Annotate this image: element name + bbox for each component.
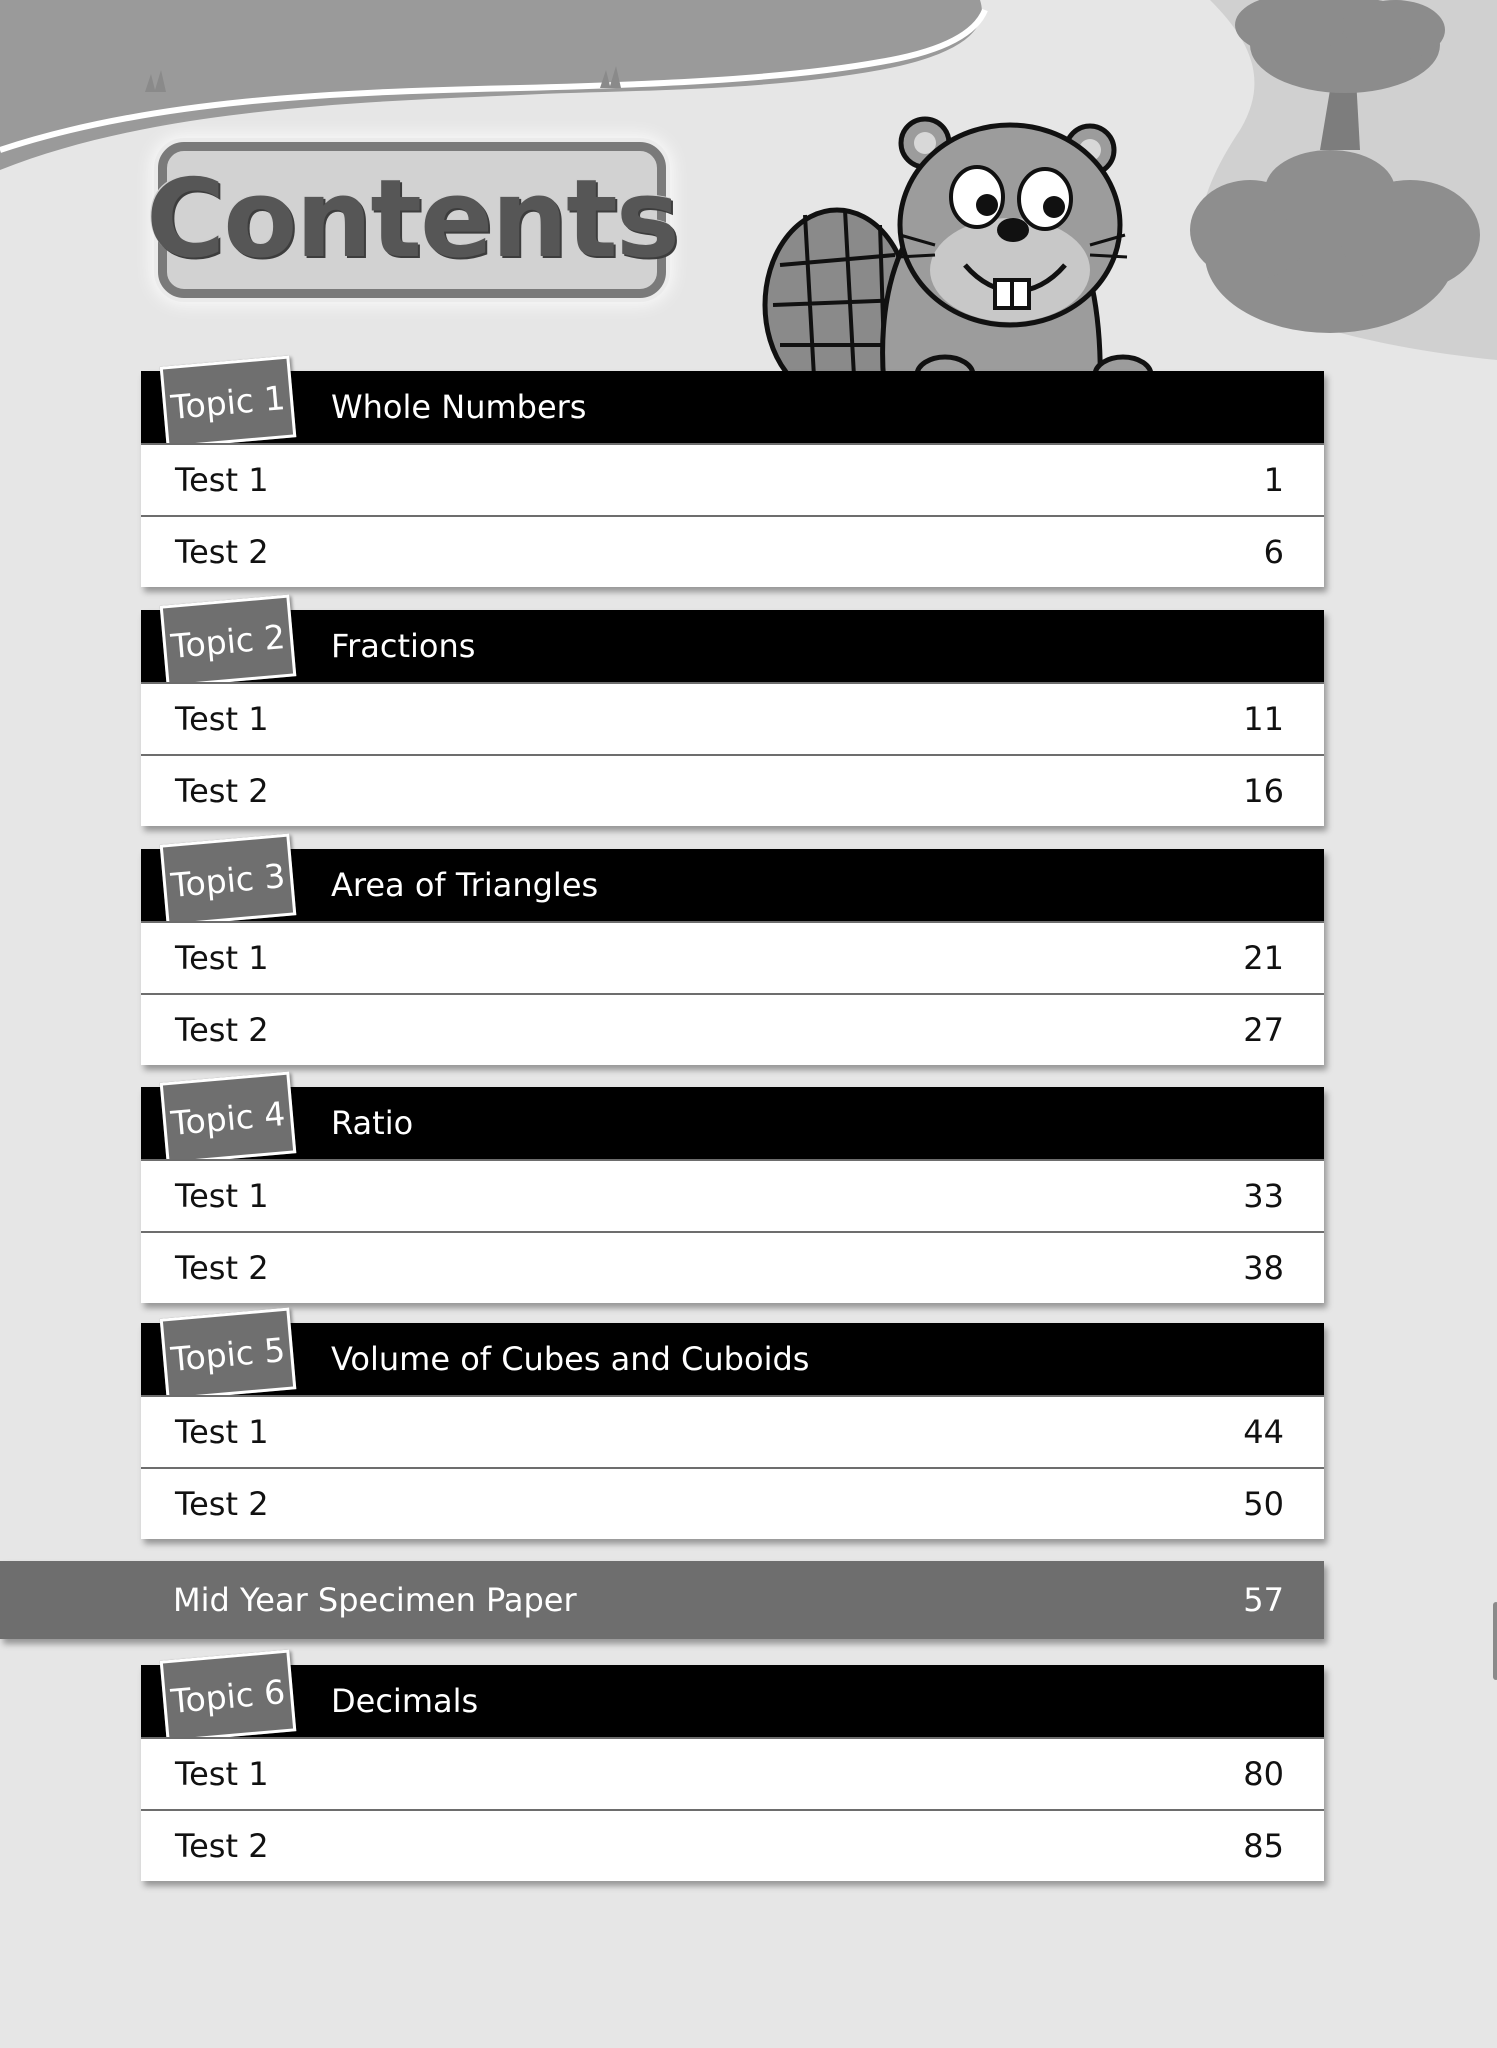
page-number: 16 <box>1243 772 1284 810</box>
page-number: 80 <box>1243 1755 1284 1793</box>
topic-tab: Topic 6 <box>160 1649 297 1742</box>
topic-tab: Topic 5 <box>160 1307 297 1400</box>
test-row[interactable] <box>141 443 1324 515</box>
test-row[interactable] <box>141 993 1324 1065</box>
topic-section <box>141 610 1324 826</box>
topic-section <box>141 1087 1324 1303</box>
topic-tab: Topic 1 <box>160 355 297 448</box>
contents-title-box <box>146 142 679 298</box>
topic-title: Volume of Cubes and Cuboids <box>331 1340 810 1378</box>
page-number: 27 <box>1243 1011 1284 1049</box>
test-row[interactable] <box>141 754 1324 826</box>
page-title: Contents <box>146 157 679 282</box>
topic-header <box>141 1087 1324 1159</box>
test-label: Test 1 <box>175 1413 269 1451</box>
midyear-label: Mid Year Specimen Paper <box>173 1581 577 1619</box>
page-number: 50 <box>1243 1485 1284 1523</box>
topic-header <box>141 1665 1324 1737</box>
topic-header <box>141 849 1324 921</box>
test-row[interactable] <box>141 1809 1324 1881</box>
test-label: Test 1 <box>175 1755 269 1793</box>
test-row[interactable] <box>141 515 1324 587</box>
test-label: Test 2 <box>175 1249 269 1287</box>
page-number: 33 <box>1243 1177 1284 1215</box>
test-row[interactable] <box>141 1159 1324 1231</box>
test-label: Test 1 <box>175 939 269 977</box>
page-edge-mark <box>1493 1602 1497 1680</box>
midyear-row[interactable] <box>0 1561 1324 1639</box>
test-row[interactable] <box>141 1395 1324 1467</box>
topic-title: Fractions <box>331 627 476 665</box>
topic-title: Decimals <box>331 1682 479 1720</box>
test-row[interactable] <box>141 1467 1324 1539</box>
test-label: Test 2 <box>175 1827 269 1865</box>
topic-section <box>141 849 1324 1065</box>
topic-title: Area of Triangles <box>331 866 599 904</box>
page-number: 85 <box>1243 1827 1284 1865</box>
topic-tab: Topic 4 <box>160 1071 297 1164</box>
topic-title: Whole Numbers <box>331 388 587 426</box>
topic-tab: Topic 3 <box>160 833 297 926</box>
test-label: Test 1 <box>175 461 269 499</box>
page-number: 21 <box>1243 939 1284 977</box>
topic-title: Ratio <box>331 1104 414 1142</box>
topic-header <box>141 610 1324 682</box>
topic-header <box>141 1323 1324 1395</box>
page-number: 44 <box>1243 1413 1284 1451</box>
test-row[interactable] <box>141 1737 1324 1809</box>
test-label: Test 2 <box>175 1011 269 1049</box>
page-number: 6 <box>1263 533 1284 571</box>
test-label: Test 2 <box>175 772 269 810</box>
page-number: 11 <box>1243 700 1284 738</box>
test-label: Test 1 <box>175 700 269 738</box>
topic-header <box>141 371 1324 443</box>
topic-section <box>141 371 1324 587</box>
page-number: 57 <box>1243 1581 1284 1619</box>
page-number: 38 <box>1243 1249 1284 1287</box>
test-label: Test 1 <box>175 1177 269 1215</box>
test-row[interactable] <box>141 921 1324 993</box>
test-row[interactable] <box>141 682 1324 754</box>
test-label: Test 2 <box>175 1485 269 1523</box>
topic-section <box>141 1323 1324 1539</box>
page-number: 1 <box>1263 461 1284 499</box>
topic-section <box>141 1665 1324 1881</box>
test-label: Test 2 <box>175 533 269 571</box>
topic-tab: Topic 2 <box>160 594 297 687</box>
test-row[interactable] <box>141 1231 1324 1303</box>
beaver-mascot-icon <box>755 105 1175 395</box>
